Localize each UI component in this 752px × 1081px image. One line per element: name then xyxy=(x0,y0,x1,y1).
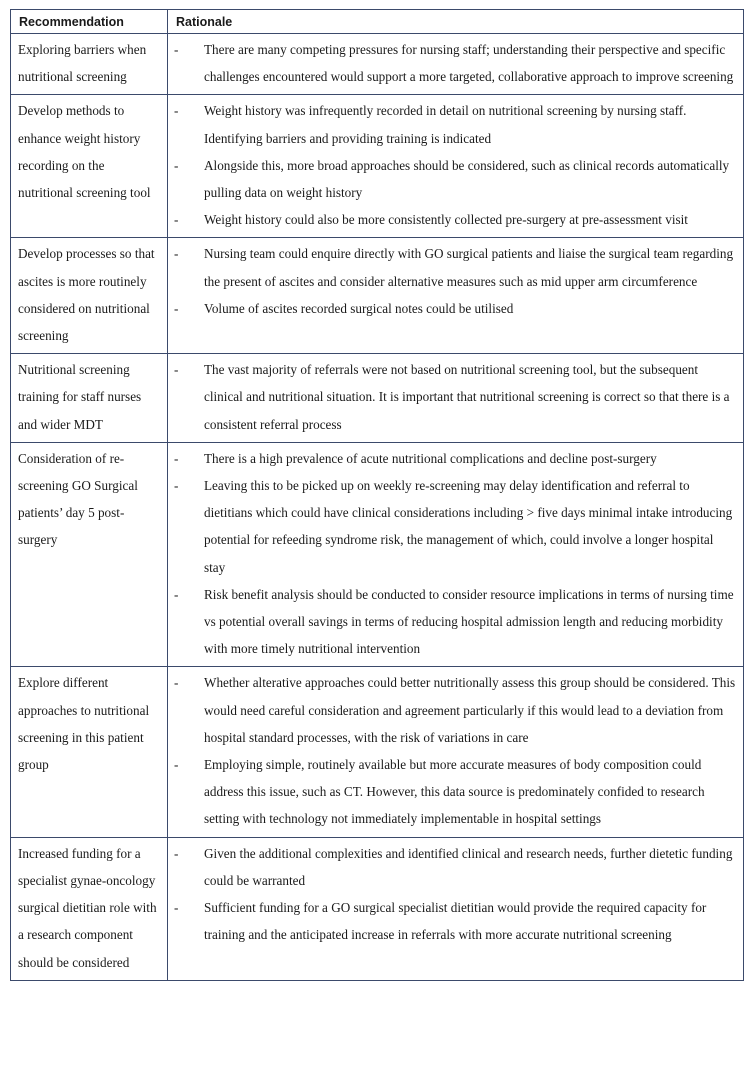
rationale-bullet xyxy=(168,152,737,206)
rationale-cell xyxy=(168,442,744,667)
bullet-dash: - xyxy=(174,900,179,916)
recommendation-cell: Explore different approaches to nutritional screening in this patient group xyxy=(11,667,168,837)
rationale-bullet xyxy=(168,97,737,151)
header-rationale: Rationale xyxy=(168,10,744,34)
rationale-cell xyxy=(168,238,744,354)
rationale-text: Leaving this to be picked up on weekly re-screening may delay identification and referral to dietitians which could have clinical considerations including > five days minimal intake introducing potential for refeeding syndrome risk, the management of which, could involve a longer hospital stay xyxy=(204,478,733,575)
rationale-cell xyxy=(168,837,744,980)
bullet-dash: - xyxy=(174,450,179,466)
table-row xyxy=(11,95,744,238)
rationale-bullet xyxy=(168,751,737,833)
rationale-cell xyxy=(168,667,744,837)
rationale-text: Sufficient funding for a GO surgical specialist dietitian would provide the required capacity for training and the anticipated increase in referrals with more accurate nutritional screening xyxy=(204,900,707,943)
recommendation-cell: Consideration of re-screening GO Surgical patients’ day 5 post-surgery xyxy=(11,442,168,667)
bullet-dash: - xyxy=(174,675,179,691)
bullet-dash: - xyxy=(174,246,179,262)
rationale-bullet xyxy=(168,581,737,663)
rationale-text: Employing simple, routinely available but more accurate measures of body composition could address this issue, such as CT. However, this data source is predominately confided to research setting with technology not immediately implementable in hospital settings xyxy=(204,757,705,827)
rationale-bullet xyxy=(168,295,737,322)
rationale-bullet xyxy=(168,445,737,472)
rationale-cell xyxy=(168,354,744,443)
table-row xyxy=(11,667,744,837)
table-row xyxy=(11,238,744,354)
table-body xyxy=(11,34,744,981)
rationale-text: Risk benefit analysis should be conducted to consider resource implications in terms of nursing time vs potential overall savings in terms of reducing hospital admission length and reducing morbidity with more timely nutritional intervention xyxy=(204,586,734,657)
bullet-dash: - xyxy=(174,757,179,773)
table-row xyxy=(11,442,744,667)
bullet-dash: - xyxy=(174,300,179,316)
table-row xyxy=(11,354,744,443)
bullet-dash: - xyxy=(174,212,179,228)
rationale-text: There are many competing pressures for nursing staff; understanding their perspective and specific challenges encountered would support a more targeted, collaborative approach to improve screening xyxy=(204,42,734,85)
rationale-cell xyxy=(168,34,744,95)
table-row xyxy=(11,837,744,980)
recommendation-cell: Develop processes so that ascites is more routinely considered on nutritional screening xyxy=(11,238,168,354)
bullet-dash: - xyxy=(174,362,179,378)
header-row xyxy=(11,10,744,34)
rationale-bullet xyxy=(168,669,737,751)
rationale-text: Given the additional complexities and identified clinical and research needs, further dietetic funding could be warranted xyxy=(204,845,733,888)
header-recommendation: Recommendation xyxy=(11,10,168,34)
rationale-text: There is a high prevalence of acute nutritional complications and decline post-surgery xyxy=(204,450,657,466)
bullet-dash: - xyxy=(174,103,179,119)
rationale-cell xyxy=(168,95,744,238)
rationale-bullet xyxy=(168,240,737,294)
recommendations-table xyxy=(10,9,744,981)
rationale-text: The vast majority of referrals were not based on nutritional screening tool, but the subsequent clinical and nutritional situation. It is important that nutritional screening is correct so that there is a consistent referral process xyxy=(204,362,730,432)
recommendation-cell: Increased funding for a specialist gynae-oncology surgical dietitian role with a research component should be considered xyxy=(11,837,168,980)
bullet-dash: - xyxy=(174,586,179,602)
table-row xyxy=(11,34,744,95)
rationale-bullet xyxy=(168,36,737,90)
rationale-bullet xyxy=(168,356,737,438)
bullet-dash: - xyxy=(174,478,179,494)
rationale-text: Nursing team could enquire directly with GO surgical patients and liaise the surgical team regarding the present of ascites and consider alternative measures such as mid upper arm circumference xyxy=(204,246,734,289)
rationale-text: Weight history could also be more consistently collected pre-surgery at pre-assessment visit xyxy=(204,212,688,228)
bullet-dash: - xyxy=(174,42,179,57)
recommendation-cell: Develop methods to enhance weight history recording on the nutritional screening tool xyxy=(11,95,168,238)
rationale-bullet xyxy=(168,472,737,581)
rationale-text: Weight history was infrequently recorded in detail on nutritional screening by nursing staff. Identifying barriers and providing training is indicated xyxy=(204,103,687,146)
rationale-text: Volume of ascites recorded surgical notes could be utilised xyxy=(204,300,514,316)
rationale-text: Whether alterative approaches could better nutritionally assess this group should be considered. This would need careful consideration and agreement particularly if this would lead to a deviation from hospital standard processes, with the risk of variations in care xyxy=(204,675,736,745)
rationale-bullet xyxy=(168,840,737,894)
recommendation-cell: Exploring barriers when nutritional screening xyxy=(11,34,168,95)
rationale-text: Alongside this, more broad approaches should be considered, such as clinical records automatically pulling data on weight history xyxy=(204,157,730,201)
rationale-bullet xyxy=(168,206,737,233)
bullet-dash: - xyxy=(174,157,179,173)
bullet-dash: - xyxy=(174,845,179,861)
rationale-bullet xyxy=(168,894,737,948)
recommendation-cell: Nutritional screening training for staff nurses and wider MDT xyxy=(11,354,168,443)
